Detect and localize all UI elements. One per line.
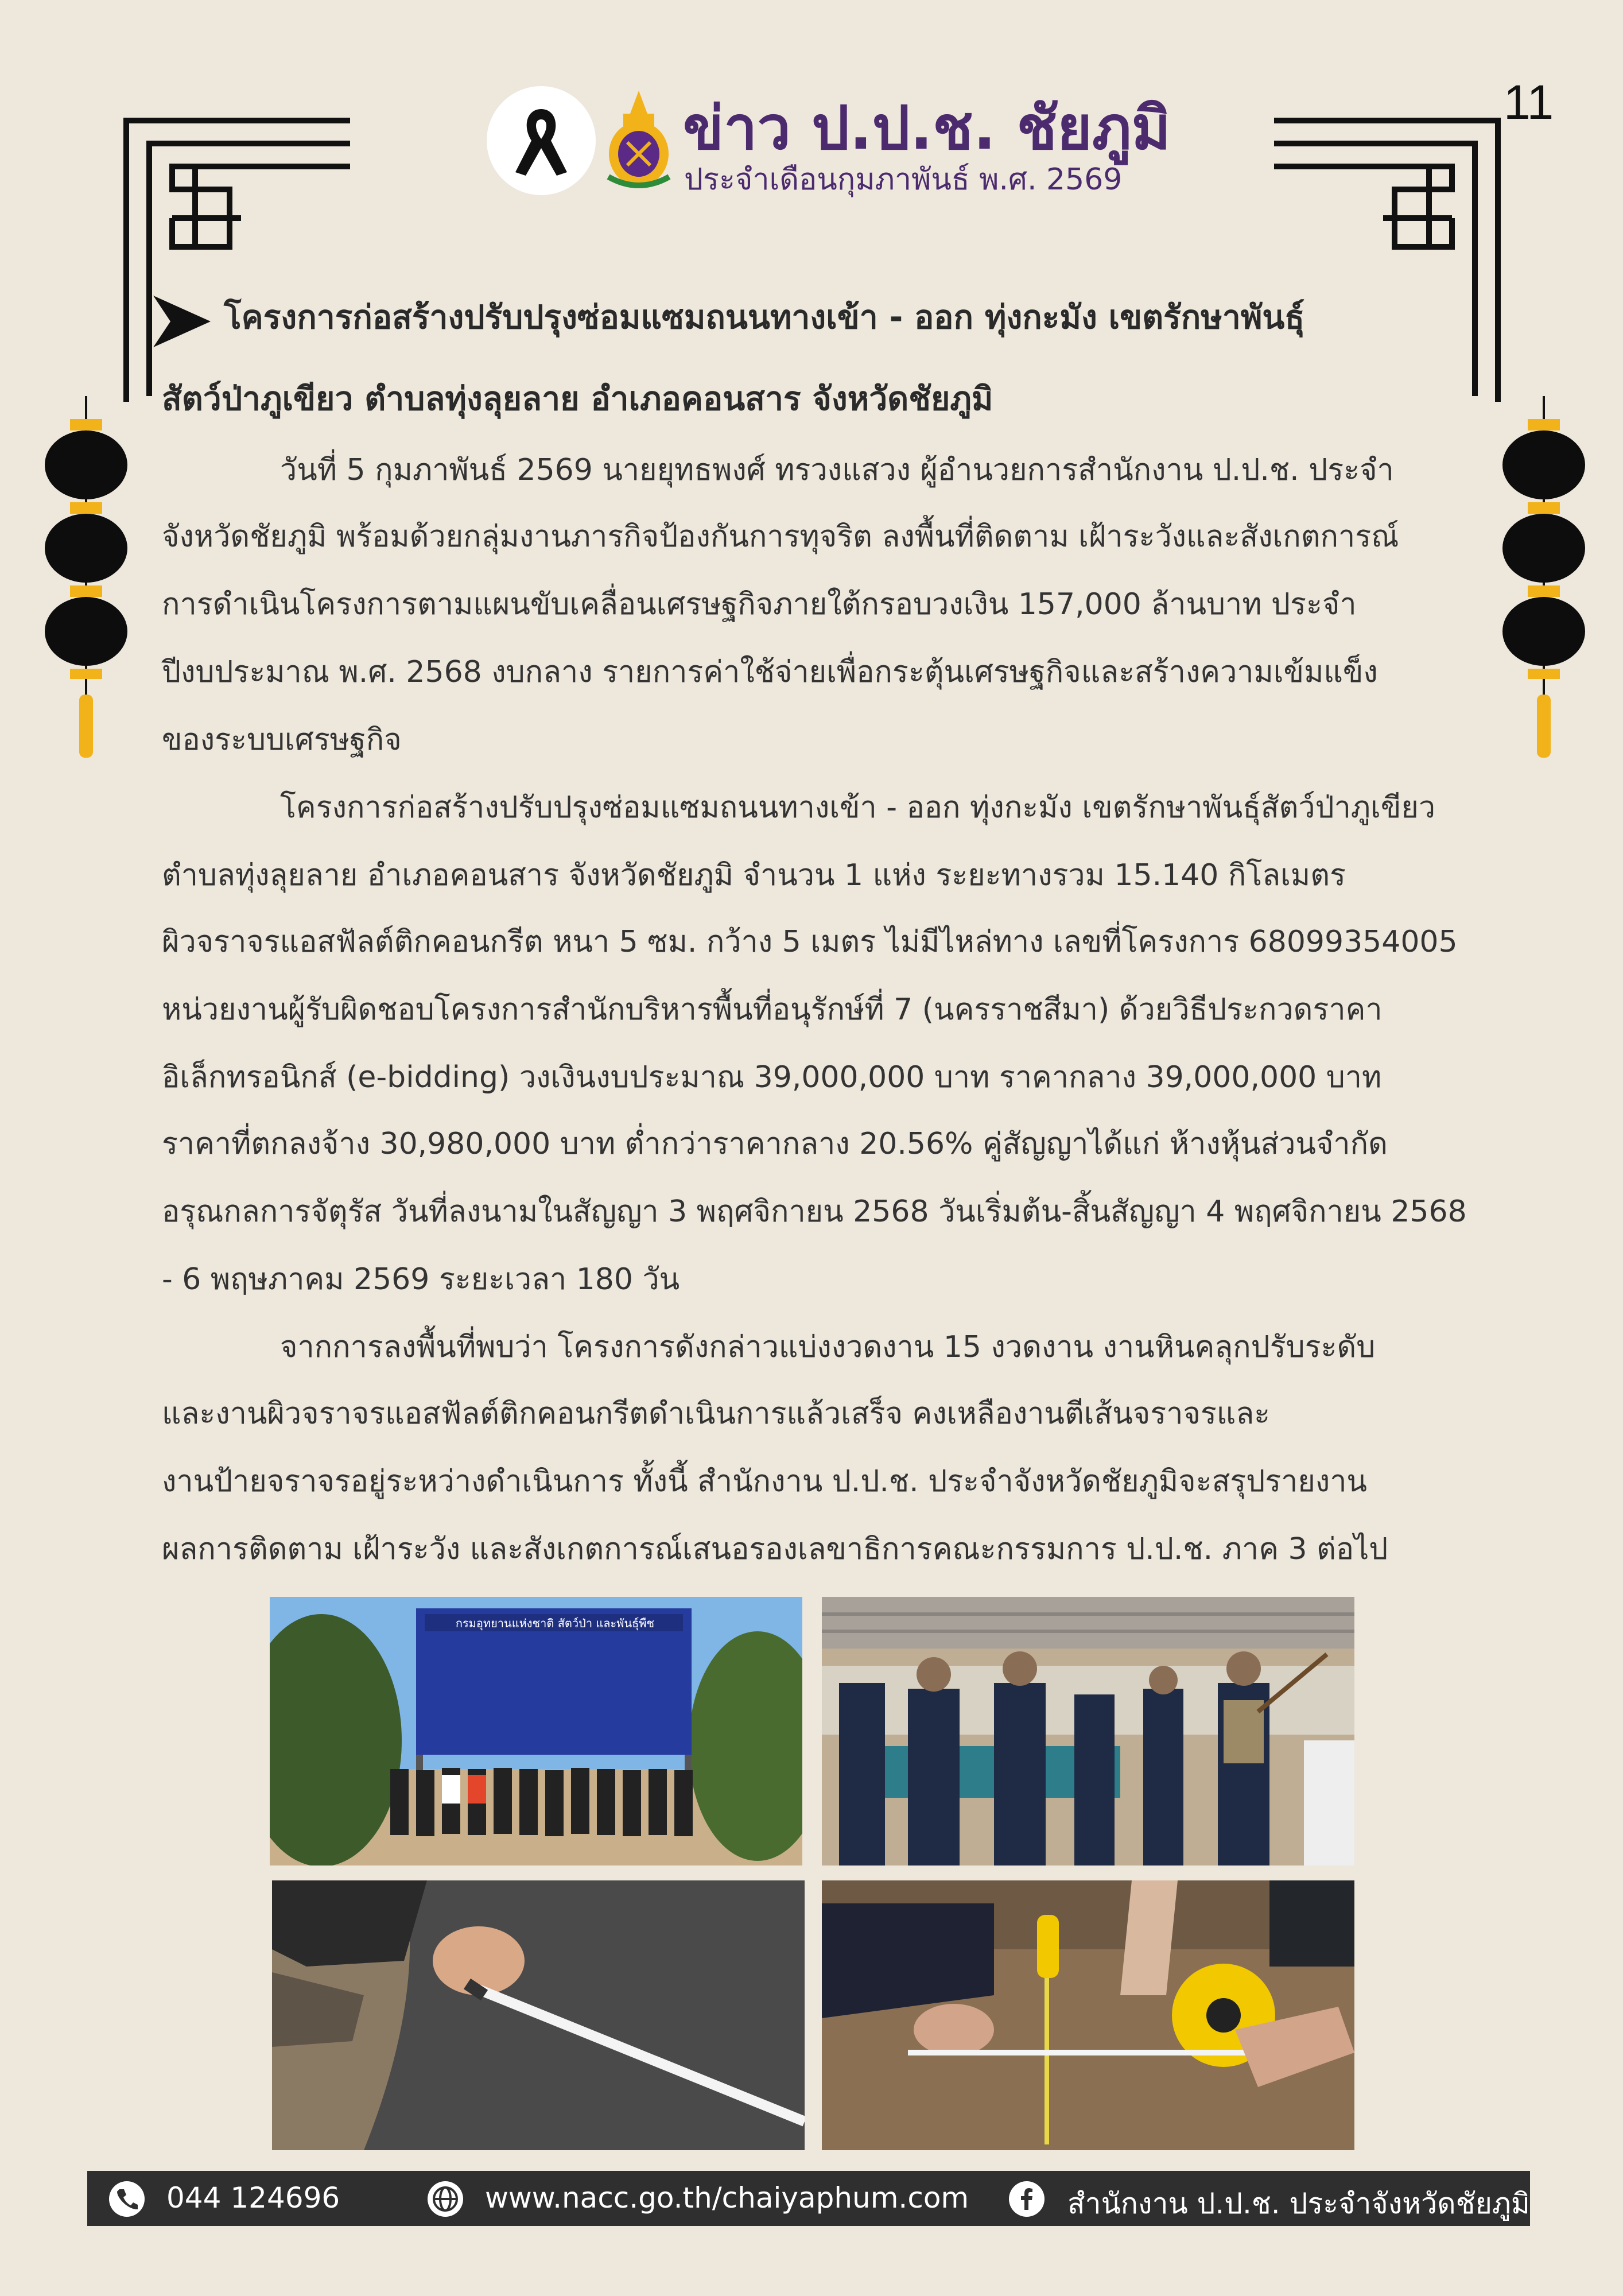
footer-phone[interactable]: 044 124696 — [166, 2181, 340, 2214]
paragraph-line: - 6 พฤษภาคม 2569 ระยะเวลา 180 วัน — [162, 1262, 680, 1297]
phone-icon — [109, 2181, 145, 2217]
paragraph-line: โครงการก่อสร้างปรับปรุงซ่อมแซมถนนทางเข้า - ออก ทุ่งกะมัง เขตรักษาพันธุ์สัตว์ป่าภูเขียว — [280, 790, 1436, 825]
paragraph-line: จากการลงพื้นที่พบว่า โครงการดังกล่าวแบ่งงวดงาน 15 งวดงาน งานหินคลุกปรับระดับ — [280, 1330, 1376, 1364]
paragraph-line: ราคาที่ตกลงจ้าง 30,980,000 บาท ต่ำกว่าราคากลาง 20.56% คู่สัญญาได้แก่ ห้างหุ้นส่วนจำกัด — [162, 1127, 1388, 1161]
nacc-emblem-icon — [601, 85, 676, 194]
paragraph-line: วันที่ 5 กุมภาพันธ์ 2569 นายยุทธพงศ์ ทรวงแสวง ผู้อำนวยการสำนักงาน ป.ป.ช. ประจำ — [280, 453, 1394, 487]
arrow-icon — [150, 293, 213, 350]
corner-ornament-right — [1263, 115, 1561, 413]
page-number: 11 — [1504, 75, 1554, 129]
globe-icon — [428, 2181, 463, 2217]
newsletter-title: ข่าว ป.ป.ช. ชัยภูมิ — [683, 93, 1171, 163]
lantern-right — [1498, 396, 1590, 769]
paragraph-line: อรุณกลการจัตุรัส วันที่ลงนามในสัญญา 3 พฤศจิกายน 2568 วันเริ่มต้น-สิ้นสัญญา 4 พฤศจิกายน 2568 — [162, 1194, 1467, 1229]
sign-title: กรมอุทยานแห่งชาติ สัตว์ป่า และพันธุ์พืช — [455, 1616, 655, 1630]
corner-ornament-left — [63, 115, 362, 413]
paragraph-line: ปีงบประมาณ พ.ศ. 2568 งบกลาง รายการค่าใช้จ่ายเพื่อกระตุ้นเศรษฐกิจและสร้างความเข้มแข็ง — [162, 655, 1378, 689]
newsletter-issue: ประจำเดือนกุมภาพันธ์ พ.ศ. 2569 — [684, 162, 1123, 197]
paragraph-line: หน่วยงานผู้รับผิดชอบโครงการสำนักบริหารพื้นที่อนุรักษ์ที่ 7 (นครราชสีมา) ด้วยวิธีประกวดราคา — [162, 992, 1383, 1027]
photo-ground-measure — [822, 1880, 1354, 2150]
facebook-icon — [1009, 2181, 1045, 2217]
photo-asphalt-measure — [272, 1880, 805, 2150]
paragraph-line: จังหวัดชัยภูมิ พร้อมด้วยกลุ่มงานภารกิจป้องกันการทุจริต ลงพื้นที่ติดตาม เฝ้าระวังและสังเกตการณ์ — [162, 519, 1399, 554]
article-heading: โครงการก่อสร้างปรับปรุงซ่อมแซมถนนทางเข้า - ออก ทุ่งกะมัง เขตรักษาพันธุ์ — [224, 298, 1305, 336]
mourning-ribbon-icon — [487, 86, 596, 195]
lantern-left — [40, 396, 132, 769]
paragraph-line: และงานผิวจราจรแอสฟัลต์ติกคอนกรีตดำเนินการแล้วเสร็จ คงเหลืองานตีเส้นจราจรและ — [162, 1397, 1271, 1431]
paragraph-line: การดำเนินโครงการตามแผนขับเคลื่อนเศรษฐกิจภายใต้กรอบวงเงิน 157,000 ล้านบาท ประจำ — [162, 587, 1357, 622]
paragraph-line: ผลการติดตาม เฝ้าระวัง และสังเกตการณ์เสนอรองเลขาธิการคณะกรรมการ ป.ป.ช. ภาค 3 ต่อไป — [162, 1532, 1388, 1566]
paragraph-line: ตำบลทุ่งลุยลาย อำเภอคอนสาร จังหวัดชัยภูมิ จำนวน 1 แห่ง ระยะทางรวม 15.140 กิโลเมตร — [162, 858, 1346, 893]
photo-officials-meeting — [822, 1597, 1354, 1865]
article-heading-continued: สัตว์ป่าภูเขียว ตำบลทุ่งลุยลาย อำเภอคอนสาร จังหวัดชัยภูมิ — [162, 380, 993, 418]
photo-group-at-sign — [270, 1597, 802, 1865]
paragraph-line: อิเล็กทรอนิกส์ (e-bidding) วงเงินงบประมาณ 39,000,000 บาท ราคากลาง 39,000,000 บาท — [162, 1060, 1382, 1095]
paragraph-line: ผิวจราจรแอสฟัลต์ติกคอนกรีต หนา 5 ซม. กว้าง 5 เมตร ไม่มีไหล่ทาง เลขที่โครงการ 68099354005 — [162, 925, 1458, 959]
footer-website[interactable]: www.nacc.go.th/chaiyaphum.com — [485, 2181, 969, 2214]
paragraph-line: งานป้ายจราจรอยู่ระหว่างดำเนินการ ทั้งนี้ สำนักงาน ป.ป.ช. ประจำจังหวัดชัยภูมิจะสรุปรายงาน — [162, 1464, 1367, 1499]
footer-facebook[interactable]: สำนักงาน ป.ป.ช. ประจำจังหวัดชัยภูมิ — [1067, 2187, 1530, 2220]
paragraph-line: ของระบบเศรษฐกิจ — [162, 723, 402, 757]
